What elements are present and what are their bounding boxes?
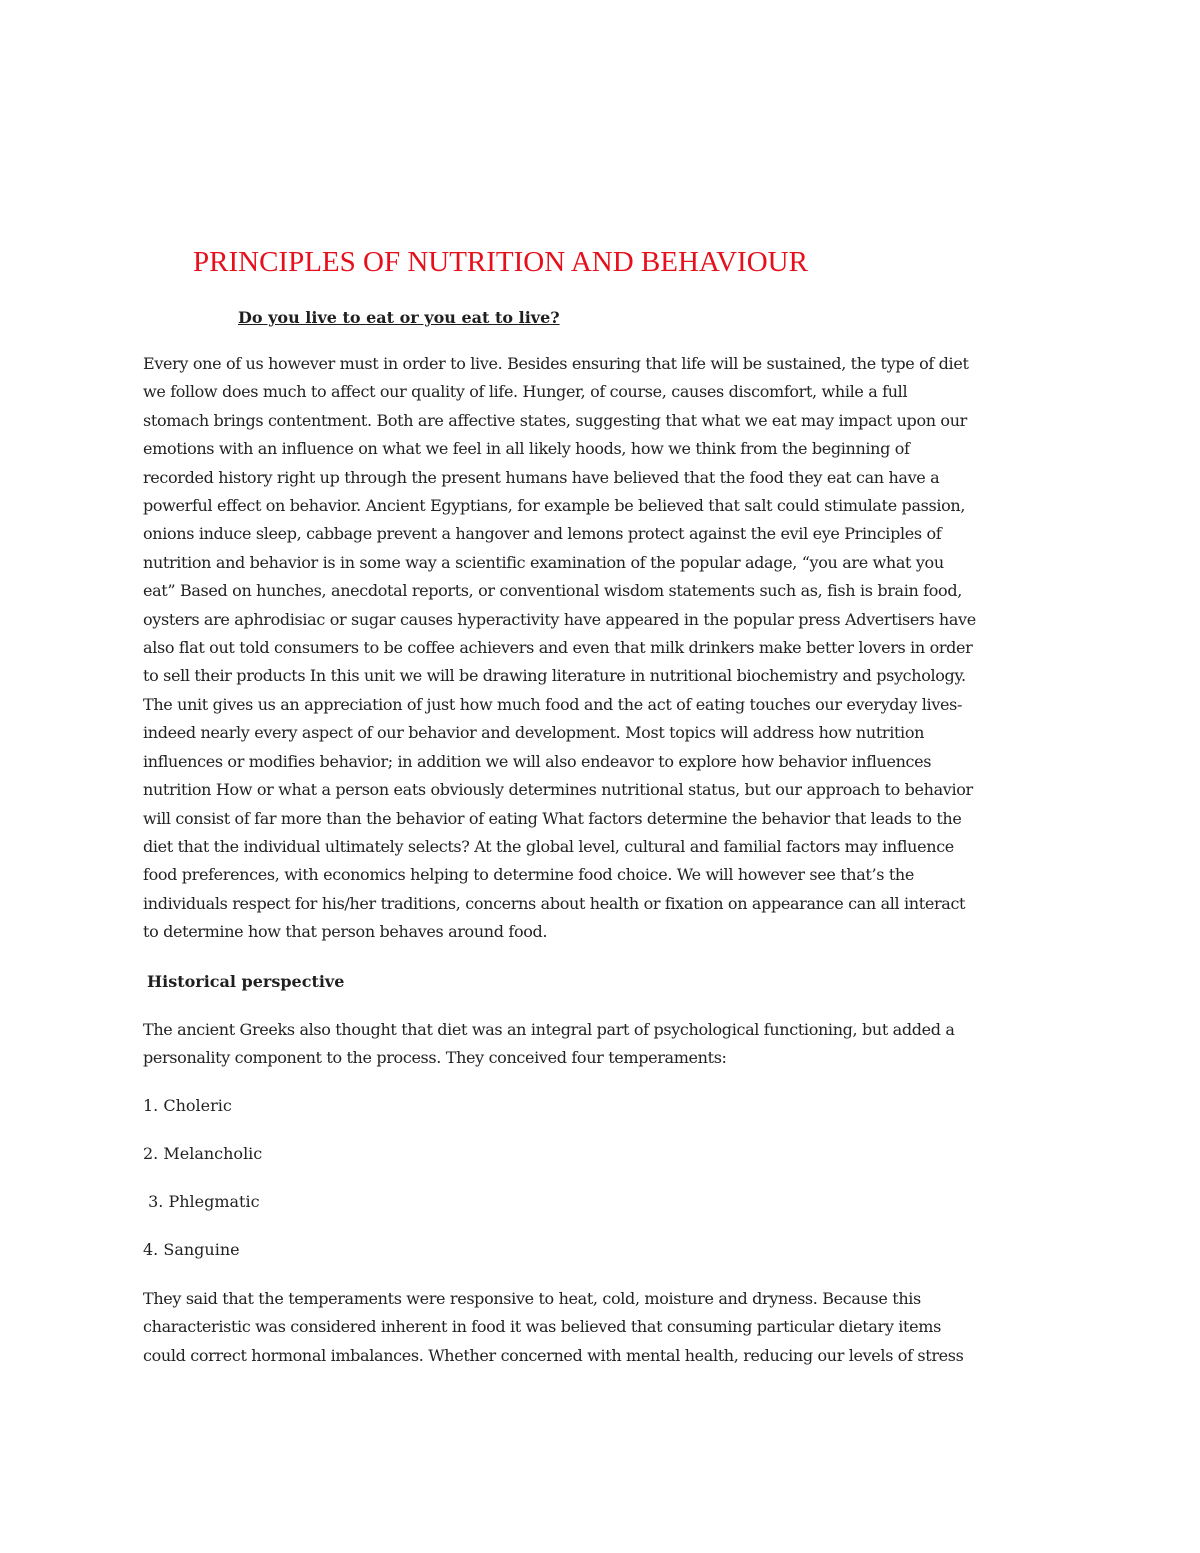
paragraph-line: influences or modifies behavior; in addition we will also endeavor to explore how behavior influences [143, 751, 932, 771]
paragraph-line: indeed nearly every aspect of our behavior and development. Most topics will address how nutrition [143, 723, 925, 743]
paragraph-line: powerful effect on behavior. Ancient Egyptians, for example be believed that salt could stimulate passion, [143, 496, 966, 516]
paragraph-line: onions induce sleep, cabbage prevent a hangover and lemons protect against the evil eye Principles of [143, 524, 942, 544]
temperament-item: 1. Choleric [143, 1096, 232, 1115]
closing-paragraph [143, 1285, 1063, 1370]
temperament-item: 3. Phlegmatic [143, 1192, 260, 1211]
paragraph-line: oysters are aphrodisiac or sugar causes hyperactivity have appeared in the popular press Advertisers have [143, 609, 976, 629]
paragraph-line: food preferences, with economics helping to determine food choice. We will however see that’s the [143, 865, 914, 885]
paragraph-line: personality component to the process. They conceived four temperaments: [143, 1048, 727, 1068]
paragraph-line: The unit gives us an appreciation of just how much food and the act of eating touches our everyday lives- [143, 694, 963, 714]
paragraph-line: will consist of far more than the behavior of eating What factors determine the behavior that leads to the [143, 808, 962, 828]
paragraph-line: recorded history right up through the present humans have believed that the food they eat can have a [143, 467, 940, 487]
paragraph-line: stomach brings contentment. Both are affective states, suggesting that what we eat may impact upon our [143, 410, 967, 430]
paragraph-line: The ancient Greeks also thought that diet was an integral part of psychological functioning, but added a [143, 1020, 955, 1039]
historical-paragraph [143, 1016, 1063, 1073]
paragraph-line: They said that the temperaments were responsive to heat, cold, moisture and dryness. Because this [143, 1289, 921, 1308]
paragraph-line: we follow does much to affect our quality of life. Hunger, of course, causes discomfort, while a full [143, 382, 908, 402]
paragraph-line: Every one of us however must in order to live. Besides ensuring that life will be sustained, the type of diet [143, 354, 969, 373]
paragraph-line: eat” Based on hunches, anecdotal reports, or conventional wisdom statements such as, fish is brain food, [143, 581, 962, 601]
document-subtitle: Do you live to eat or you eat to live? [238, 308, 560, 327]
paragraph-line: nutrition and behavior is in some way a scientific examination of the popular adage, “you are what you [143, 552, 944, 572]
paragraph-line: diet that the individual ultimately selects? At the global level, cultural and familial factors may influence [143, 836, 954, 856]
section-heading: Historical perspective [147, 972, 345, 991]
paragraph-line: also flat out told consumers to be coffee achievers and even that milk drinkers make better lovers in order [143, 638, 973, 658]
paragraph-line: individuals respect for his/her traditions, concerns about health or fixation on appearance can all interact [143, 893, 966, 913]
temperament-item: 2. Melancholic [143, 1144, 263, 1163]
document-title: PRINCIPLES OF NUTRITION AND BEHAVIOUR [193, 246, 808, 278]
paragraph-line: nutrition How or what a person eats obviously determines nutritional status, but our approach to behavior [143, 780, 973, 800]
temperament-item: 4. Sanguine [143, 1240, 240, 1259]
paragraph-line: to determine how that person behaves around food. [143, 922, 548, 942]
paragraph-line: could correct hormonal imbalances. Whether concerned with mental health, reducing our levels of stress [143, 1345, 964, 1365]
paragraph-line: characteristic was considered inherent in food it was believed that consuming particular dietary items [143, 1317, 941, 1337]
intro-paragraph [143, 350, 1063, 947]
paragraph-line: emotions with an influence on what we feel in all likely hoods, how we think from the beginning of [143, 439, 910, 459]
paragraph-line: to sell their products In this unit we will be drawing literature in nutritional biochemistry and psychology. [143, 666, 966, 686]
